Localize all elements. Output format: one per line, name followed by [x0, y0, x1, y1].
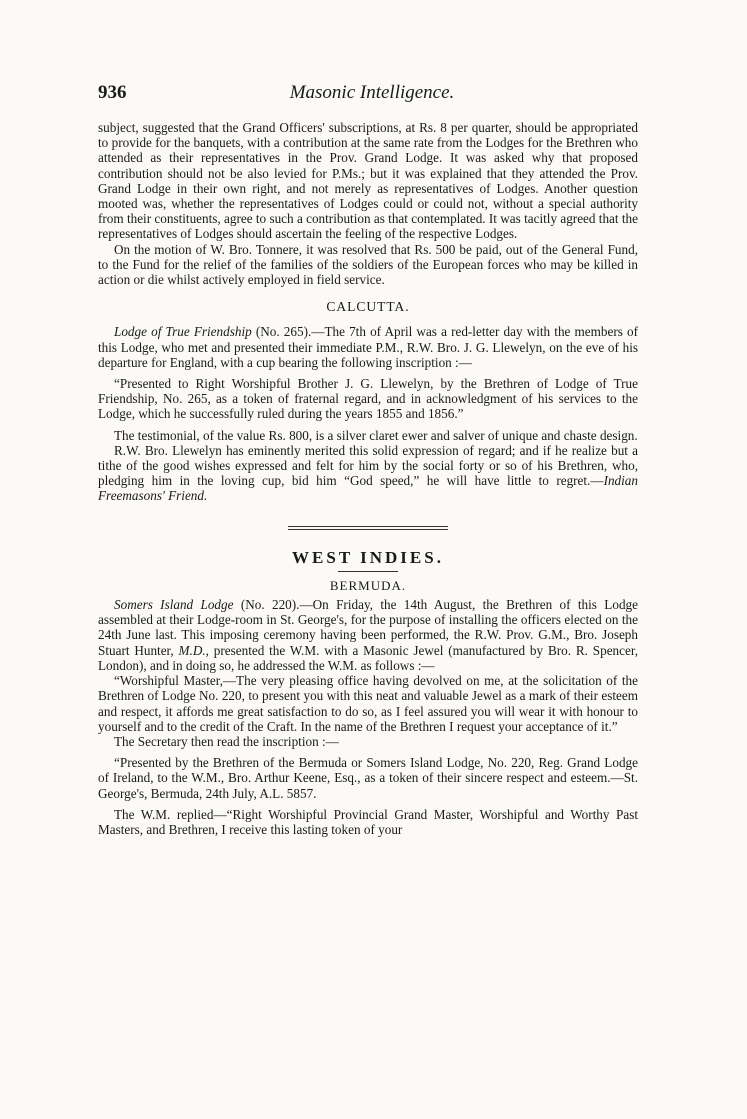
- intro-paragraph: subject, suggested that the Grand Officers' subscriptions, at Rs. 8 per quarter, should be appropriated to provide for the banquets, with a contribution at the same rate from the Lodges for the Brethren who attended as their representatives in the Prov. Grand Lodge. It was asked why that proposed contribution should not be also levied for P.Ms.; but it was explained that they attended the Prov. Grand Lodge in their own right, and not merely as representatives of Lodges. Another question mooted was, whether the representatives of Lodges could or could not, without a special authority from their constituents, agree to such a contribution as that contemplated. It was tacitly agreed that the representatives of Lodges should ascertain the feeling of the respective Lodges.: [98, 120, 638, 242]
- reply-paragraph: The W.M. replied—“Right Worshipful Provincial Grand Master, Worshipful and Worthy Past Masters, and Brethren, I receive this lasting token of your: [98, 806, 638, 837]
- secretary-paragraph: The Secretary then read the inscription :—: [114, 733, 339, 749]
- closing-text: R.W. Bro. Llewelyn has eminently merited this solid expression of regard; and if he realize but a tithe of the good wishes expressed and felt for him by the social forty or so of his Brethren, who, pledging him in the loving cup, bid him “God speed,” he will have little to regret.—: [98, 442, 638, 489]
- page-number: 936: [98, 82, 127, 103]
- page-title: Masonic Intelligence.: [289, 82, 455, 103]
- calcutta-paragraph: [98, 324, 638, 370]
- lodge-name: Lodge of True Friendship: [114, 324, 252, 340]
- bermuda-text: (No. 220).—On Friday, the 14th August, the Brethren of this Lodge assembled at their Lodge-room in St. George's, for the purpose of installing the officers elected on the 24th June last. This imposing ceremony having been performed, the R.W. Prov. G.M., Bro. Joseph Stuart Hunter,: [98, 597, 638, 658]
- source-citation: Indian Freemasons' Friend.: [98, 473, 638, 504]
- closing-paragraph: [98, 443, 638, 504]
- subheading-bermuda: BERMUDA.: [329, 577, 407, 593]
- running-head: [98, 82, 646, 108]
- section-heading-west-indies: WEST INDIES.: [292, 547, 444, 567]
- bermuda-inscription: “Presented by the Brethren of the Bermuda or Somers Island Lodge, No. 220, Reg. Grand Lodge of Ireland, to the W.M., Bro. Arthur Keene, Esq., as a token of their sincere respect and esteem.—St. George's, Bermuda, 24th July, A.L. 5857.: [98, 755, 638, 801]
- motion-paragraph: On the motion of W. Bro. Tonnere, it was resolved that Rs. 500 be paid, out of the General Fund, to the Fund for the relief of the families of the soldiers of the European forces who may be killed in action or die whilst actively employed in field service.: [98, 241, 638, 288]
- calcutta-text: (No. 265).—The 7th of April was a red-letter day with the members of this Lodge, who met and presented their immediate P.M., R.W. Bro. J. G. Llewelyn, on the eve of his departure for England, with a cup bearing the following inscription :—: [98, 324, 638, 370]
- lodge-name: Somers Island Lodge: [114, 597, 234, 613]
- address-quote: “Worshipful Master,—The very pleasing office having devolved on me, at the solicitation of the Brethren of Lodge No. 220, to present you with this neat and valuable Jewel as a mark of their esteem and respect, it affords me great satisfaction to do so, as I feel assured you will wear it with honour to yourself and to the credit of the Craft. In the name of the Brethren I request your acceptance of it.”: [98, 673, 638, 734]
- section-divider: [288, 526, 448, 530]
- text-column: [98, 120, 638, 837]
- inscription-quote: “Presented to Right Worshipful Brother J. G. Llewelyn, by the Brethren of Lodge of True Friendship, No. 265, as a token of fraternal regard, and in acknowledgment of his services to the Lodge, which he successfully ruled during the years 1855 and 1856.”: [98, 376, 638, 422]
- bermuda-paragraph: [98, 597, 638, 673]
- md-abbrev: M.D.: [178, 642, 206, 658]
- testimonial-paragraph: The testimonial, of the value Rs. 800, is a silver claret ewer and salver of unique and chaste design.: [114, 427, 638, 443]
- heading-rule: [338, 571, 398, 572]
- section-heading-calcutta: CALCUTTA.: [326, 299, 410, 315]
- bermuda-text-end: , presented the W.M. with a Masonic Jewel (manufactured by Bro. R. Spencer, London), and in doing so, he addressed the W.M. as follows :—: [98, 642, 639, 673]
